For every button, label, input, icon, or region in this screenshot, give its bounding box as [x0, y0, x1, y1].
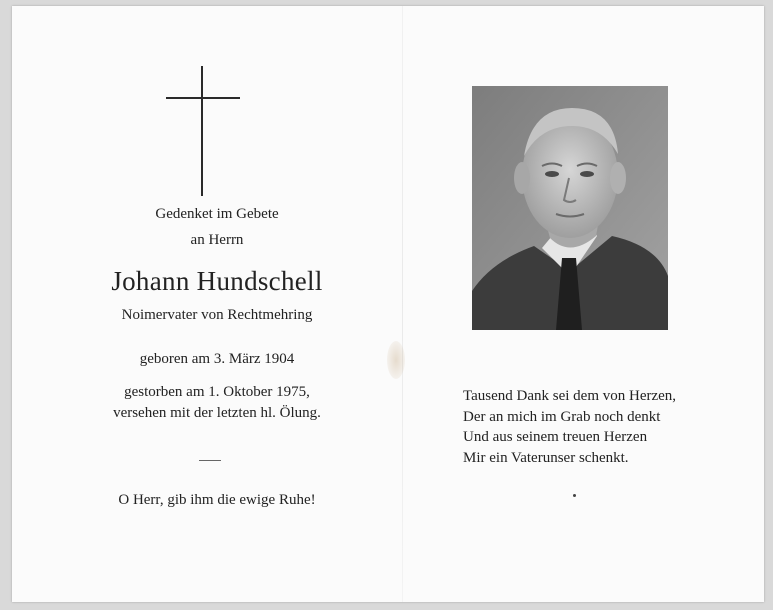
- portrait-photo: [472, 86, 668, 330]
- paper-stain: [387, 341, 405, 379]
- cross-icon: [166, 66, 240, 196]
- card-fold-line: [402, 6, 403, 602]
- salutation-line: an Herrn: [190, 232, 244, 248]
- ink-dot: [573, 494, 576, 497]
- closing-prayer: O Herr, gib ihm die ewige Ruhe!: [118, 492, 316, 508]
- remember-line: Gedenket im Gebete: [155, 206, 279, 222]
- poem-line: Mir ein Vaterunser schenkt.: [463, 449, 629, 466]
- poem-line: Und aus seinem treuen Herzen: [463, 429, 648, 445]
- death-date: gestorben am 1. Oktober 1975,: [124, 384, 310, 400]
- deceased-title: Noimervater von Rechtmehring: [121, 307, 313, 323]
- sacrament-line: versehen mit der letzten hl. Ölung.: [113, 405, 321, 421]
- birth-date: geboren am 3. März 1904: [139, 351, 295, 367]
- poem-line: Tausend Dank sei dem von Herzen,: [463, 388, 677, 404]
- memorial-card: [12, 6, 764, 602]
- deceased-name: Johann Hundschell: [111, 266, 323, 296]
- memorial-poem: [463, 386, 723, 468]
- poem-line: Der an mich im Grab noch denkt: [463, 408, 661, 425]
- divider-line: [199, 460, 221, 461]
